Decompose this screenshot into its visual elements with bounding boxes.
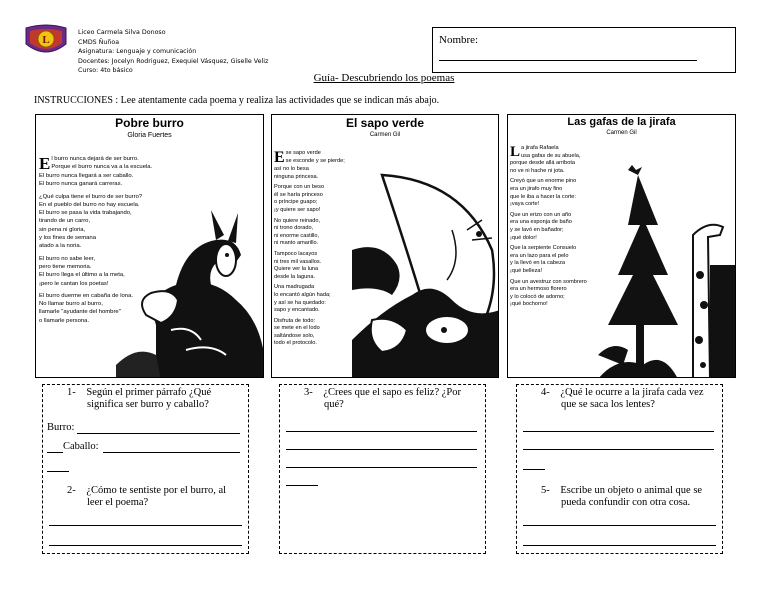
frog-moon-illustration [352, 170, 499, 378]
poem-line: lo encantó algún hada; [274, 291, 331, 298]
poem-line: desde la laguna. [274, 273, 316, 280]
poem-author: Carmen Gil [606, 130, 637, 136]
poem-line: llamarle "ayudante del hombre" [39, 309, 121, 316]
page-title: Guía- Descubriendo los poemas [313, 72, 455, 84]
svg-text:L: L [42, 34, 50, 46]
answer-line[interactable] [286, 449, 477, 450]
question-5 [541, 485, 702, 509]
poem-line: saltándose solo, [274, 332, 315, 339]
answer-line[interactable] [523, 449, 714, 450]
burro-label: Burro: [47, 422, 75, 433]
name-box [432, 27, 736, 73]
school-logo [22, 24, 70, 58]
school-header [78, 28, 268, 76]
poem-line: No llamar burro al burro, [39, 301, 103, 308]
poem-author: Carmen Gil [369, 132, 401, 138]
name-label: Nombre: [439, 34, 479, 46]
answer-line[interactable] [523, 545, 716, 546]
caballo-label: Caballo: [63, 441, 99, 452]
answer-line[interactable] [523, 525, 716, 526]
question-text: Según el primer párrafo ¿Qué [86, 387, 212, 398]
question-text: ¿Crees que el sapo es feliz? ¿Por [323, 387, 461, 398]
header-line-5: Curso: 4to básico [78, 67, 133, 75]
header-line-2: CMDS Ñuñoa [78, 38, 120, 46]
question-number: 4- [541, 387, 550, 398]
poem-line: Una madrugada [274, 284, 315, 291]
name-field-line[interactable] [439, 60, 697, 61]
poem-line: tirando de un carro, [39, 218, 91, 225]
poem-line: ¡qué belleza! [510, 267, 543, 274]
poem-line: ¡vaya corte! [510, 201, 540, 208]
question-text: qué? [324, 399, 344, 410]
answer-line[interactable] [286, 431, 477, 432]
question-3 [304, 387, 461, 411]
poem-line: Que un erizo con un año [510, 211, 572, 218]
poem-line: y la llevó en la cabeza [510, 260, 566, 267]
poem-line: o príncipe guapo; [274, 199, 318, 206]
poem-line: Tampoco lacayos [274, 250, 318, 257]
poem-line: así no lo besa [274, 166, 309, 172]
poem-line: o llamarle persona. [39, 317, 90, 324]
question-number: 5- [541, 485, 550, 496]
poem-line: Creyó que un enorme pino [510, 178, 577, 185]
poem-panel-burro [35, 114, 264, 378]
poem-line: y así se ha quedado: [274, 299, 326, 306]
header-line-4: Docentes: Jocelyn Rodriguez, Exequiel Vásquez, Giselle Veliz [78, 57, 269, 65]
question-box-3 [516, 384, 723, 554]
question-2 [67, 485, 226, 509]
poem-line: atado a la noria. [39, 243, 82, 250]
poem-line: se esconde y se pierde; [285, 157, 345, 164]
poem-title: El sapo verde [345, 116, 425, 130]
poem-line: El burro nunca ganará carreras. [39, 181, 123, 188]
poem-title: Las gafas de la jirafa [567, 116, 676, 128]
question-1 [67, 387, 211, 411]
poem-line: y los fines de semana [39, 235, 96, 242]
poem-line: Que un avestruz con sombrero [510, 278, 587, 285]
poem-line: l burro nunca dejará de ser burro. [51, 156, 139, 162]
question-number: 1- [67, 387, 76, 398]
poem-title: Pobre burro [115, 116, 184, 130]
answer-line[interactable] [523, 469, 545, 470]
poem-line: El burro no sabe leer, [39, 255, 95, 262]
poem-line: sapo y encantado. [274, 307, 320, 314]
poem-line: El burro nunca llegará a ser caballo. [39, 173, 134, 179]
poem-line: Que la serpiente Consuelo [510, 245, 577, 252]
question-number: 2- [67, 485, 76, 496]
poem-line: se sapo verde [285, 150, 321, 156]
poem-line: y se lavó en bañador; [510, 226, 564, 233]
poem-panel-sapo [271, 114, 499, 378]
drop-cap: E [39, 154, 51, 173]
poem-line: ¡qué bochorno! [510, 301, 548, 308]
header-line-1: Liceo Carmela Silva Donoso [78, 29, 166, 36]
poem-line: usa gafas de su abuela, [521, 152, 581, 159]
question-text: que se saca los lentes? [561, 399, 655, 410]
question-text: Escribe un objeto o animal que se [560, 485, 703, 496]
poem-line: ¿Qué culpa tiene el burro de ser burro? [39, 193, 143, 200]
poem-line: Porque con un beso [274, 184, 325, 191]
question-box-2 [279, 384, 486, 554]
poem-line: Disfruta de todo: [274, 317, 316, 324]
poem-line: ¡y quiere ser sapo! [274, 206, 321, 213]
answer-line[interactable] [286, 467, 477, 468]
drop-cap: E [274, 149, 285, 166]
poem-line: ni trono dorado, [274, 225, 314, 232]
poem-line: era una esponja de baño [510, 219, 572, 226]
poem-line: era un lazo para el pelo [510, 252, 569, 259]
drop-cap: L [510, 144, 521, 160]
question-text: ¿Cómo te sentiste por el burro, al [86, 485, 227, 496]
answer-line[interactable] [49, 545, 242, 546]
poem-text [510, 145, 587, 309]
poem-line: él se haría princeso [274, 191, 323, 198]
question-text: significa ser burro y caballo? [87, 399, 209, 410]
poem-line: ni manto amarillo. [274, 240, 319, 247]
poem-line: Quiere ver la luna [274, 266, 319, 273]
poem-line: El burro duerme en cabaña de lona. [39, 292, 133, 299]
answer-line[interactable] [103, 452, 240, 453]
answer-line[interactable] [47, 471, 69, 472]
answer-line[interactable] [77, 433, 240, 434]
poem-line: ¡pero le cantan los poetas! [39, 280, 109, 287]
poem-line: no ve ni hache ni jota. [510, 167, 565, 174]
poem-line: que le iba a hacer la corte: [510, 193, 576, 200]
poem-line: era un hermoso florero [510, 286, 567, 293]
question-text: leer el poema? [87, 497, 149, 508]
poem-line: a jirafa Rafaela [521, 145, 559, 151]
poem-line: Porque el burro nunca va a la escuela. [51, 164, 153, 171]
poem-line: No quiere reinado, [274, 217, 321, 224]
poem-line: En el pueblo del burro no hay escuela. [39, 201, 140, 208]
question-box-1 [42, 384, 249, 554]
poem-line: y lo colocó de adorno; [510, 293, 565, 300]
poem-line: se mete en el lodo [274, 325, 320, 332]
question-number: 3- [304, 387, 313, 398]
poem-line: El burro llega el último a la meta, [39, 272, 125, 279]
poem-line: sin pena ni gloria, [39, 226, 86, 233]
giraffe-tree-illustration [598, 165, 736, 378]
answer-line[interactable] [286, 485, 318, 486]
poem-text [39, 154, 153, 325]
answer-line[interactable] [523, 431, 714, 432]
instructions: INSTRUCCIONES : Lee atentamente cada poema y realiza las actividades que se indican más abajo. [34, 95, 440, 106]
poem-line: ninguna princesa. [274, 173, 319, 180]
header-line-3: Asignatura: Lenguaje y comunicación [78, 48, 197, 56]
poem-line: pero tiene memoria. [39, 263, 92, 270]
poem-line: todo el protocolo. [274, 340, 317, 347]
poem-line: ni enorme castillo, [274, 232, 320, 239]
question-text: ¿Qué le ocurre a la jirafa cada vez [560, 387, 704, 398]
poem-panel-jirafa [507, 114, 736, 378]
question-text: pueda confundir con otra cosa. [561, 497, 691, 508]
poem-text [274, 149, 345, 348]
poem-line: ni tres mil vasallos. [274, 258, 322, 265]
answer-line[interactable] [49, 525, 242, 526]
poem-line: era un jirafo muy fino [510, 185, 563, 192]
poem-author: Gloria Fuertes [127, 132, 172, 139]
poem-line: El burro se pasa la vida trabajando, [39, 210, 132, 217]
answer-line[interactable] [47, 452, 63, 453]
poem-line: porque desde allá arribota [510, 160, 575, 167]
question-4 [541, 387, 703, 411]
poem-line: ¡qué dolor! [510, 234, 537, 241]
